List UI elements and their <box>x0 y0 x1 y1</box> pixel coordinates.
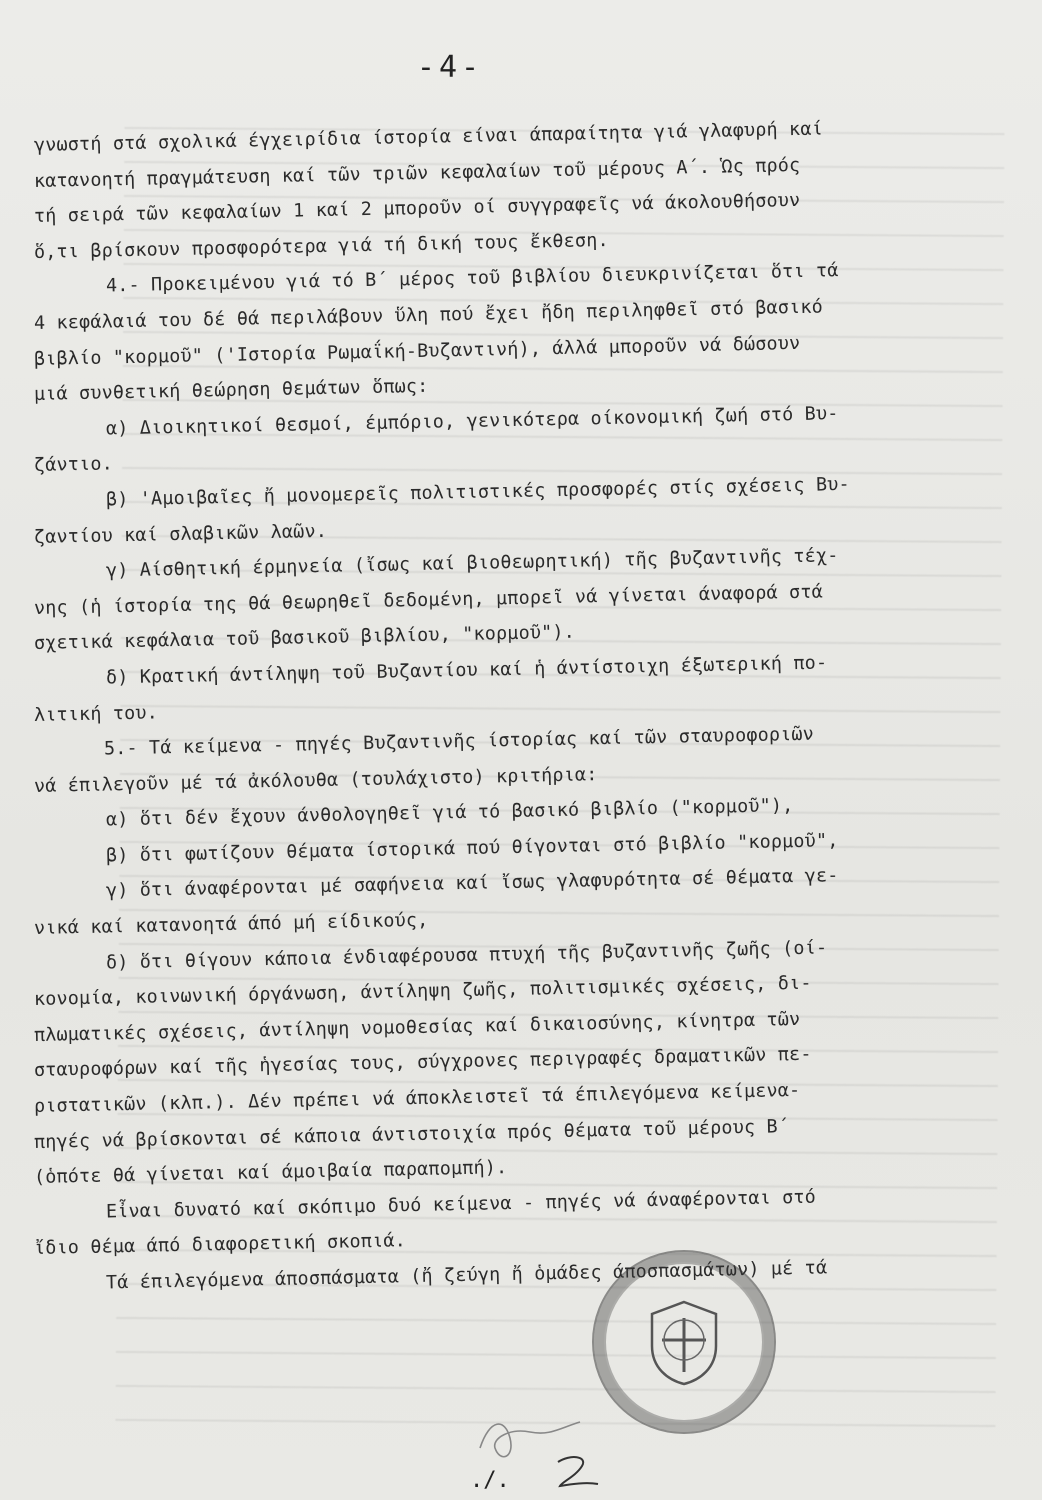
text-line: γνωστή στά σχολικά έγχειρίδια ίστορία είναι άπαραίτητα γιά γλαφυρή καί <box>33 118 824 156</box>
text-line: νικά καί κατανοητά άπό μή είδικούς, <box>33 909 429 940</box>
text-line: 4 κεφάλαιά του δέ θά περιλάβουν ὕλη πού ἔχει ἤδη περιληφθεῖ στό βασικό <box>33 296 824 334</box>
text-line: σταυροφόρων καί τῆς ἡγεσίας τους, σύγχρονες περιγραφές δραματικῶν πε- <box>33 1044 812 1082</box>
page-number: -4- <box>416 50 484 85</box>
text-line: κατανοητή πραγμάτευση καί τῶν τριῶν κεφαλαίων τοῦ μέρους Α΄. Ὡς πρός <box>33 154 801 192</box>
text-line: νά έπιλεγοῦν μέ τά ἀκόλουθα (τουλάχιστο) κριτήρια: <box>33 763 598 797</box>
text-line: τή σειρά τῶν κεφαλαίων 1 καί 2 μποροῦν οί συγγραφεῖς νά άκολουθήσουν <box>33 190 801 228</box>
initial-mark <box>552 1452 602 1492</box>
text-line: κονομία, κοινωνική όργάνωση, άντίληψη ζωῆς, πολιτισμικές σχέσεις, δι- <box>33 972 812 1011</box>
text-line: δ) Κρατική άντίληψη τοῦ Βυζαντίου καί ἡ άντίστοιχη έξωτερική πο- <box>105 652 828 689</box>
text-line: Τά έπιλεγόμενα άποσπάσματα (ἤ ζεύγη ἤ ὁμάδες άποσπασμάτων) μέ τά <box>105 1257 828 1294</box>
text-line: Εἶναι δυνατό καί σκόπιμο δυό κείμενα - πηγές νά άναφέρονται στό <box>105 1186 817 1223</box>
text-line: ριστατικῶν (κλπ.). Δέν πρέπει νά άποκλειστεῖ τά έπιλεγόμενα κείμενα- <box>33 1079 801 1118</box>
text-line: α) ὅτι δέν ἔχουν άνθολογηθεῖ γιά τό βασικό βιβλίο ("κορμοῦ"), <box>105 795 794 831</box>
text-line: α) Διοικητικοί θεσμοί, έμπόριο, γενικότερα οίκονομική ζωή στό Βυ- <box>105 402 839 440</box>
text-line: σχετικά κεφάλαια τοῦ βασικοῦ βιβλίου, "κορμοῦ"). <box>33 621 576 655</box>
coat-of-arms-icon <box>642 1296 726 1388</box>
text-line: β) 'Αμοιβαῖες ἤ μονομερεῖς πολιτιστικές προσφορές στίς σχέσεις Βυ- <box>105 473 851 511</box>
text-line: 5.- Τά κείμενα - πηγές Βυζαντινῆς ίστορίας καί τῶν σταυροφοριῶν <box>103 723 815 760</box>
text-line: νης (ἡ ίστορία της θά θεωρηθεῖ δεδομένη, μπορεῖ νά γίνεται άναφορά στά <box>33 581 824 619</box>
text-line: ὅ,τι βρίσκουν προσφορότερα γιά τή δική τους ἔκθεση. <box>33 229 609 263</box>
text-line: γ) Αίσθητική έρμηνεία (ἴσως καί βιοθεωρητική) τῆς βυζαντινῆς τέχ- <box>105 545 839 582</box>
body-text <box>33 118 1014 1303</box>
text-line: γ) ὅτι άναφέρονται μέ σαφήνεια καί ἴσως γλαφυρότητα σέ θέματα γε- <box>105 865 839 902</box>
text-line: β) ὅτι φωτίζουν θέματα ίστορικά πού θίγονται στό βιβλίο "κορμοῦ", <box>105 830 839 867</box>
text-line: 4.- Προκειμένου γιά τό Β΄ μέρος τοῦ βιβλίου διευκρινίζεται ὅτι τά <box>105 260 839 297</box>
official-seal-stamp <box>592 1250 776 1434</box>
continuation-mark: ./. <box>470 1468 510 1493</box>
text-line: ζάντιο. <box>33 453 114 477</box>
text-line: πλωματικές σχέσεις, άντίληψη νομοθεσίας καί δικαιοσύνης, κίνητρα τῶν <box>33 1008 801 1046</box>
text-line: δ) ὅτι θίγουν κάποια ένδιαφέρουσα πτυχή τῆς βυζαντινῆς ζωῆς (οί- <box>105 937 828 974</box>
text-line: ζαντίου καί σλαβικῶν λαῶν. <box>33 520 328 548</box>
text-line: ἴδιο θέμα άπό διαφορετική σκοπιά. <box>33 1230 407 1260</box>
text-line: πηγές νά βρίσκονται σέ κάποια άντιστοιχία πρός θέματα τοῦ μέρους Β΄ <box>33 1115 790 1153</box>
text-line: μιά συνθετική θεώρηση θεμάτων ὅπως: <box>33 375 429 406</box>
text-line: βιβλίο "κορμοῦ" ('Ιστορία Ρωμαΐκή-Βυζαντινή), άλλά μποροῦν νά δώσουν <box>33 332 801 370</box>
text-line: (ὁπότε θά γίνεται καί άμοιβαία παραπομπή). <box>33 1157 508 1189</box>
text-line: λιτική του. <box>33 701 159 726</box>
